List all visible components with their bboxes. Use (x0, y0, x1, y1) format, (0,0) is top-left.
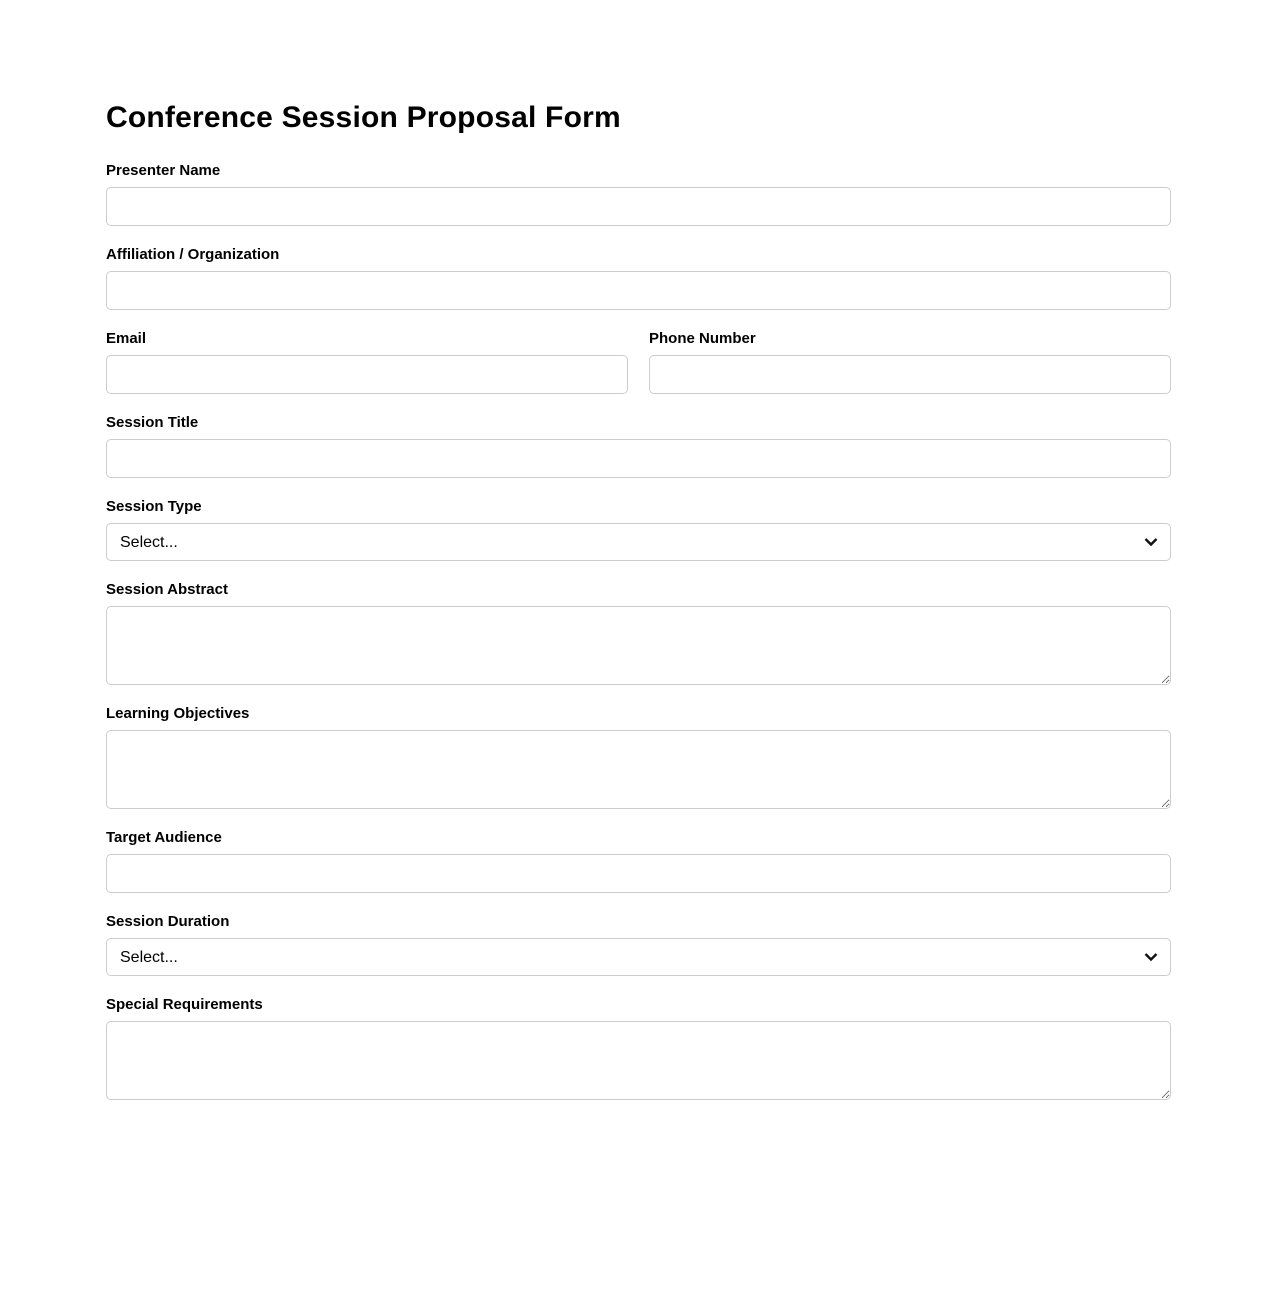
affiliation-input[interactable] (106, 271, 1171, 310)
field-session-title (106, 415, 1171, 478)
special-requirements-textarea[interactable] (106, 1021, 1171, 1100)
email-label: Email (106, 330, 147, 347)
target-audience-label: Target Audience (106, 829, 222, 846)
session-duration-select-wrap (106, 938, 1171, 976)
target-audience-input[interactable] (106, 854, 1171, 893)
phone-label: Phone Number (649, 330, 756, 347)
field-affiliation (106, 247, 1171, 310)
learning-objectives-label: Learning Objectives (106, 705, 250, 722)
session-title-label: Session Title (106, 414, 199, 431)
conference-proposal-form (106, 0, 1171, 1100)
field-session-duration (106, 914, 1171, 976)
field-presenter-name (106, 163, 1171, 226)
session-duration-label: Session Duration (106, 913, 230, 930)
phone-input[interactable] (649, 355, 1171, 394)
learning-objectives-textarea[interactable] (106, 730, 1171, 809)
email-input[interactable] (106, 355, 628, 394)
session-abstract-label: Session Abstract (106, 581, 228, 598)
field-session-type (106, 499, 1171, 561)
special-requirements-label: Special Requirements (106, 996, 263, 1013)
presenter-name-input[interactable] (106, 187, 1171, 226)
session-type-select[interactable] (106, 523, 1171, 561)
presenter-name-label: Presenter Name (106, 162, 221, 179)
field-phone (649, 331, 1171, 394)
field-row-email-phone (106, 331, 1171, 394)
field-email (106, 331, 628, 394)
field-session-abstract (106, 582, 1171, 685)
field-target-audience (106, 830, 1171, 893)
affiliation-label: Affiliation / Organization (106, 246, 280, 263)
page-title: Conference Session Proposal Form (106, 101, 621, 134)
session-type-select-wrap (106, 523, 1171, 561)
field-learning-objectives (106, 706, 1171, 809)
field-special-requirements (106, 997, 1171, 1100)
session-abstract-textarea[interactable] (106, 606, 1171, 685)
session-duration-select[interactable] (106, 938, 1171, 976)
session-type-label: Session Type (106, 498, 202, 515)
session-title-input[interactable] (106, 439, 1171, 478)
